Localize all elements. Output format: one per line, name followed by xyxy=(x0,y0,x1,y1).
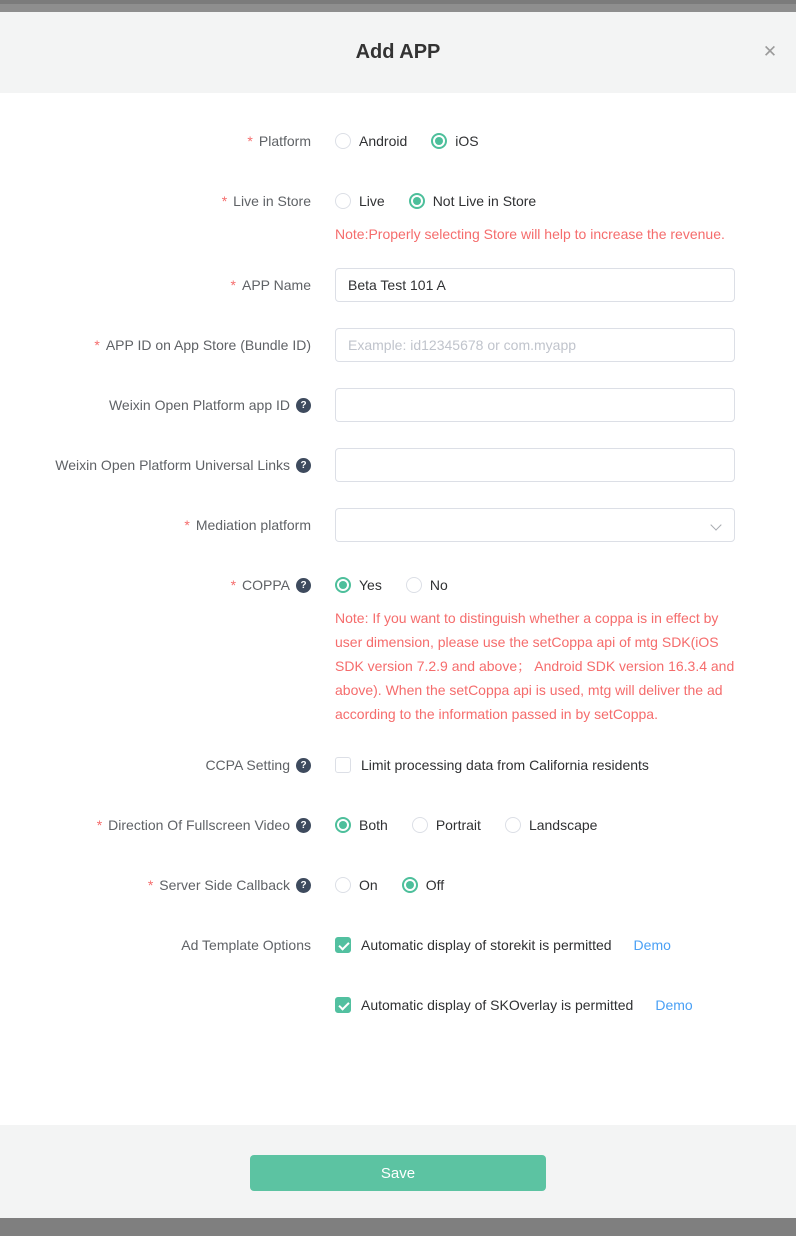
skoverlay-demo-link[interactable]: Demo xyxy=(655,997,693,1013)
required-asterisk: * xyxy=(184,517,190,533)
form-row-weixin-app-id xyxy=(0,388,796,422)
bundle-id-input[interactable] xyxy=(335,328,735,362)
modal-footer xyxy=(0,1125,796,1218)
bundle-id-label-text: APP ID on App Store (Bundle ID) xyxy=(105,337,311,353)
radio-icon xyxy=(412,817,428,833)
radio-option-on[interactable] xyxy=(335,877,378,893)
radio-checked-icon xyxy=(431,133,447,149)
radio-checked-icon xyxy=(335,577,351,593)
server-callback-label xyxy=(0,877,311,893)
radio-label: On xyxy=(359,877,378,893)
help-icon[interactable]: ? xyxy=(296,458,311,473)
ccpa-checkbox-label: Limit processing data from California residents xyxy=(361,757,649,773)
radio-label: Landscape xyxy=(528,817,598,833)
form-row-ad-template xyxy=(0,937,796,1013)
ad-template-label-text: Ad Template Options xyxy=(181,937,311,953)
coppa-radio-group xyxy=(335,577,735,593)
radio-label: Live xyxy=(359,193,385,209)
ccpa-label xyxy=(0,757,311,773)
form-row-app-name xyxy=(0,268,796,302)
checkbox-label: Automatic display of SKOverlay is permitted xyxy=(361,997,634,1013)
close-icon[interactable]: ✕ xyxy=(762,42,778,61)
modal-header xyxy=(0,12,796,93)
radio-label: Off xyxy=(425,877,445,893)
weixin-app-id-input[interactable] xyxy=(335,388,735,422)
server-callback-label-text: Server Side Callback xyxy=(159,877,290,893)
coppa-label xyxy=(0,577,311,593)
form-row-bundle-id xyxy=(0,328,796,362)
radio-option-live[interactable] xyxy=(335,193,385,209)
radio-label: Yes xyxy=(359,577,382,593)
direction-label-text: Direction Of Fullscreen Video xyxy=(108,817,290,833)
form-row-mediation-platform xyxy=(0,508,796,542)
checkbox-label: Automatic display of storekit is permitted xyxy=(361,937,612,953)
backdrop-bottom-bar xyxy=(0,1218,796,1236)
radio-label: Android xyxy=(359,133,408,149)
app-name-input[interactable] xyxy=(335,268,735,302)
radio-checked-icon xyxy=(402,877,418,893)
help-icon[interactable]: ? xyxy=(296,398,311,413)
add-app-form xyxy=(0,93,796,1125)
radio-option-not-live[interactable] xyxy=(409,193,537,209)
help-icon[interactable]: ? xyxy=(296,578,311,593)
radio-option-coppa-no[interactable] xyxy=(406,577,448,593)
mediation-platform-label-text: Mediation platform xyxy=(195,517,311,533)
radio-icon xyxy=(505,817,521,833)
checkbox-storekit[interactable] xyxy=(335,937,735,953)
radio-label: Portrait xyxy=(435,817,481,833)
checkbox-icon xyxy=(335,757,351,773)
weixin-universal-links-label-text: Weixin Open Platform Universal Links xyxy=(55,457,290,473)
form-row-ccpa xyxy=(0,757,796,773)
form-row-server-callback xyxy=(0,877,796,893)
form-row-coppa xyxy=(0,577,796,726)
required-asterisk: * xyxy=(230,277,236,293)
radio-option-off[interactable] xyxy=(402,877,444,893)
help-icon[interactable]: ? xyxy=(296,758,311,773)
checkbox-checked-icon xyxy=(335,937,351,953)
radio-checked-icon xyxy=(409,193,425,209)
direction-radio-group xyxy=(335,817,735,833)
app-name-label xyxy=(0,268,311,302)
help-icon[interactable]: ? xyxy=(296,818,311,833)
platform-radio-group xyxy=(335,133,735,149)
radio-label: Not Live in Store xyxy=(432,193,537,209)
radio-option-android[interactable] xyxy=(335,133,407,149)
required-asterisk: * xyxy=(221,193,228,209)
platform-label xyxy=(0,133,311,149)
modal-title: Add APP xyxy=(355,41,441,63)
ccpa-label-text: CCPA Setting xyxy=(205,757,290,773)
radio-option-both[interactable] xyxy=(335,817,388,833)
radio-label: Both xyxy=(359,817,388,833)
live-in-store-label xyxy=(0,193,311,209)
save-button[interactable]: Save xyxy=(250,1155,546,1191)
radio-option-landscape[interactable] xyxy=(505,817,598,833)
required-asterisk: * xyxy=(230,577,237,593)
radio-icon xyxy=(335,877,351,893)
required-asterisk: * xyxy=(247,133,253,149)
server-callback-radio-group xyxy=(335,877,735,893)
radio-label: iOS xyxy=(455,133,479,149)
weixin-app-id-label-text: Weixin Open Platform app ID xyxy=(108,397,290,413)
form-row-direction xyxy=(0,817,796,833)
live-in-store-label-text: Live in Store xyxy=(233,193,311,209)
mediation-platform-select[interactable] xyxy=(335,508,735,542)
coppa-label-text: COPPA xyxy=(242,577,290,593)
weixin-universal-links-label xyxy=(0,448,311,482)
help-icon[interactable]: ? xyxy=(296,878,311,893)
bundle-id-label xyxy=(0,328,311,362)
checkbox-skoverlay[interactable] xyxy=(335,997,735,1013)
backdrop-top-bar-2 xyxy=(0,4,796,12)
form-row-weixin-universal-links xyxy=(0,448,796,482)
coppa-note: Note: If you want to distinguish whether a coppa is in effect by user dimension, please use the setCoppa api of mtg SDK(iOS SDK version 7.2.9 and above； Android SDK version 16.3.4 and above). When the setCoppa api is used, mtg will deliver the ad according to the information passed in by setCoppa. xyxy=(335,610,735,722)
radio-option-ios[interactable] xyxy=(431,133,478,149)
mediation-platform-label xyxy=(0,508,311,542)
platform-label-text: Platform xyxy=(258,133,311,149)
required-asterisk: * xyxy=(94,337,100,353)
radio-icon xyxy=(335,193,351,209)
ad-template-label xyxy=(0,937,311,953)
checkbox-checked-icon xyxy=(335,997,351,1013)
radio-checked-icon xyxy=(335,817,351,833)
form-row-live-in-store xyxy=(0,193,796,246)
direction-label xyxy=(0,817,311,833)
radio-option-portrait[interactable] xyxy=(412,817,481,833)
radio-option-coppa-yes[interactable] xyxy=(335,577,382,593)
radio-label: No xyxy=(429,577,448,593)
radio-icon xyxy=(406,577,422,593)
ccpa-checkbox[interactable] xyxy=(335,757,735,773)
form-row-platform xyxy=(0,133,796,149)
live-in-store-radio-group xyxy=(335,193,735,209)
required-asterisk: * xyxy=(96,817,103,833)
chevron-down-icon xyxy=(710,519,721,530)
weixin-app-id-label xyxy=(0,388,311,422)
live-in-store-note: Note:Properly selecting Store will help to increase the revenue. xyxy=(335,226,725,242)
app-name-label-text: APP Name xyxy=(242,277,311,293)
required-asterisk: * xyxy=(147,877,154,893)
storekit-demo-link[interactable]: Demo xyxy=(633,937,671,953)
radio-icon xyxy=(335,133,351,149)
weixin-universal-links-input[interactable] xyxy=(335,448,735,482)
